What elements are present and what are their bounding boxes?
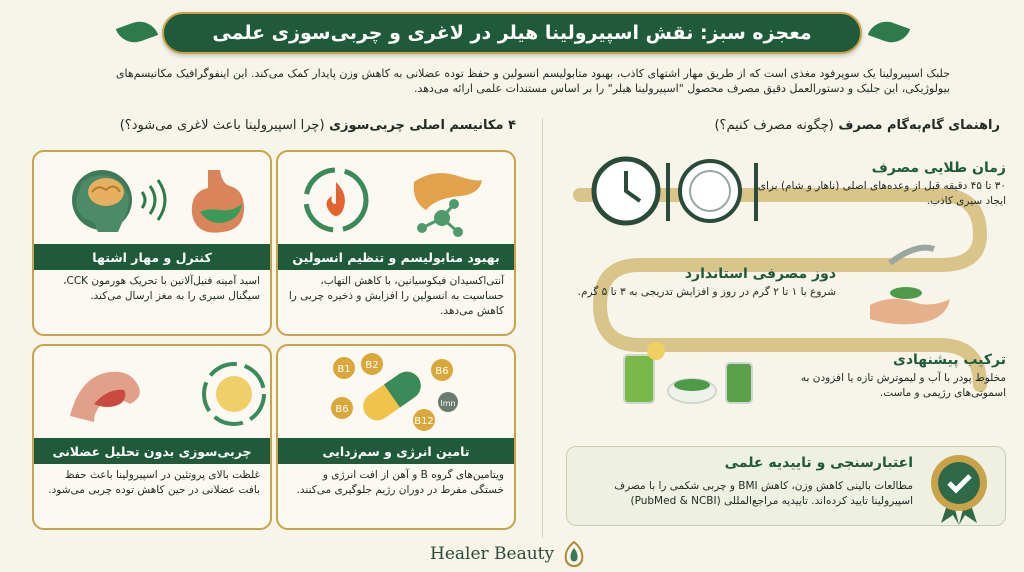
vitamin-b2-label: B2 bbox=[365, 360, 379, 371]
guide-step-1 bbox=[740, 160, 1006, 209]
guide-step-1-text: ۳۰ تا ۴۵ دقیقه قبل از وعده‌های اصلی (ناهار و شام) برای ایجاد سیری کاذب. bbox=[757, 180, 1006, 207]
mechanism-title-energy: تامین انرژی و سم‌زدایی bbox=[278, 438, 514, 464]
guide-step-3-text: مخلوط پودر با آب و لیموترش تازه یا افزودن به اسموتی‌های رژیمی و ماست. bbox=[800, 372, 1006, 399]
page-title: معجزه سبز: نقش اسپیرولینا هیلر در لاغری و چربی‌سوزی علمی bbox=[212, 22, 812, 44]
guide-step-2-text: شروع با ۱ تا ۲ گرم در روز و افزایش تدریجی به ۳ تا ۵ گرم. bbox=[577, 286, 836, 298]
muscle-fat-illustration bbox=[32, 346, 270, 438]
mechanism-title-appetite: کنترل و مهار اشتها bbox=[34, 244, 270, 270]
signal-waves-icon bbox=[142, 180, 165, 220]
recycle-fire-icon bbox=[306, 170, 366, 230]
muscle-arm-icon bbox=[70, 372, 140, 422]
mechanism-text-appetite: اسید آمینه فنیل‌آلانین با تحریک هورمون CCK، سیگنال سیری را به مغز ارسال می‌کند. bbox=[63, 275, 260, 302]
guide-title: راهنمای گام‌به‌گام مصرف bbox=[838, 118, 1000, 133]
mechanism-text-muscle: غلظت بالای پروتئین در اسپیرولینا باعث حفظ بافت عضلانی در حین کاهش توده چربی می‌شود. bbox=[48, 469, 260, 496]
mechanisms-subtitle: (چرا اسپیرولینا باعث لاغری می‌شود؟) bbox=[119, 118, 325, 133]
brand-name: Healer Beauty bbox=[430, 544, 555, 564]
guide-step-3-title: ترکیب پیشنهادی bbox=[893, 352, 1006, 368]
brand-logo-icon bbox=[560, 540, 588, 568]
vitamin-b1-label: B1 bbox=[337, 364, 351, 375]
vitamin-b6-label-2: B6 bbox=[335, 404, 349, 415]
guide-step-3 bbox=[760, 352, 1006, 401]
vitamins-illustration bbox=[276, 346, 514, 438]
verification-title: اعتبارسنجی و تاییدیه علمی bbox=[724, 455, 913, 471]
vitamin-b12-label: B12 bbox=[414, 416, 434, 427]
mechanism-title-muscle: چربی‌سوزی بدون تحلیل عضلانی bbox=[34, 438, 270, 464]
guide-step-2 bbox=[570, 266, 836, 300]
vitamin-b6-label: B6 bbox=[435, 366, 449, 377]
guide-heading bbox=[560, 118, 1000, 133]
mechanism-title-metabolism: بهبود متابولیسم و تنظیم انسولین bbox=[278, 244, 514, 270]
verified-badge-icon bbox=[919, 449, 999, 525]
column-divider bbox=[542, 118, 543, 538]
guide-subtitle: (چگونه مصرف کنیم؟) bbox=[714, 118, 834, 133]
brain-stomach-illustration bbox=[32, 152, 270, 244]
guide-step-1-title: زمان طلایی مصرف bbox=[871, 160, 1006, 176]
mechanism-text-energy: ویتامین‌های گروه B و آهن از افت انرژی و خستگی مفرط در دوران رژیم جلوگیری می‌کنند. bbox=[296, 469, 504, 496]
fat-cell-icon bbox=[204, 364, 264, 424]
leaf-decoration-right bbox=[868, 16, 911, 48]
mechanism-card-muscle bbox=[32, 344, 272, 530]
mechanism-card-appetite bbox=[32, 150, 272, 336]
brand-footer bbox=[430, 540, 588, 568]
verification-box bbox=[566, 446, 1006, 526]
brain-icon bbox=[72, 170, 132, 232]
clock-icon bbox=[594, 159, 658, 223]
stomach-icon bbox=[192, 170, 244, 233]
pancreas-icon bbox=[414, 173, 482, 210]
title-banner bbox=[162, 12, 862, 54]
metabolism-illustration bbox=[276, 152, 514, 244]
mineral-label: Imn bbox=[440, 399, 456, 408]
verification-text: مطالعات بالینی کاهش وزن، کاهش BMI و چربی شکمی را با مصرف اسپیرولینا تایید کرده‌اند. تاییدیه مراجع‌المللی (PubMed & NCBI) bbox=[614, 480, 913, 507]
mechanisms-heading bbox=[36, 118, 516, 133]
guide-step-2-title: دوز مصرفی استاندارد bbox=[684, 266, 836, 282]
mechanism-card-metabolism bbox=[276, 150, 516, 336]
leaf-decoration-left bbox=[116, 16, 159, 48]
intro-paragraph: جلبک اسپیرولینا یک سوپرفود مغذی است که از طریق مهار اشتهای کاذب، بهبود متابولیسم انسولین و حفظ توده عضلانی به کاهش وزن پایدار کمک می‌کند. این اینفوگرافیک مکانیسم‌های بیولوژیکی، این جلبک و دستورالعمل دقیق مصرف محصول "اسپیرولینا هیلر" را بر اساس مستندات علمی ارائه می‌دهد. bbox=[115, 67, 950, 95]
mechanism-card-energy bbox=[276, 344, 516, 530]
mechanism-text-metabolism: آنتی‌اکسیدان فیکوسیانین، با کاهش التهاب، حساسیت به انسولین را افزایش و ذخیره چربی را کاهش می‌دهد. bbox=[288, 275, 504, 317]
mechanisms-title: ۴ مکانیسم اصلی چربی‌سوزی bbox=[329, 118, 516, 133]
